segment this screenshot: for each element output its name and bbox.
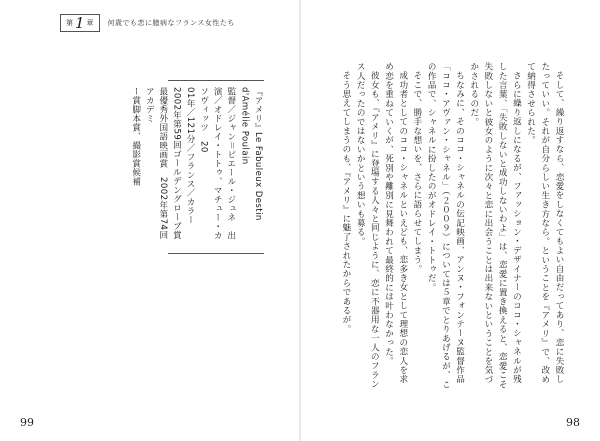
credit-line: 01年／121分／フランス／カラー xyxy=(185,87,196,225)
running-header xyxy=(60,14,580,32)
body-paragraph: さらに繰り返しになるが、ファッション・デザイナーのココ・シャネルが残した言葉、「失敗しないと成功しないわよ」は、恋愛に置き換えると、恋愛こそ失敗しないと彼女のように次々と恋に出会うことは出来ないということを気づかされるのだ。 xyxy=(468,62,522,389)
chapter-number: 1 xyxy=(75,14,85,32)
right-page xyxy=(301,0,600,441)
credit-line: 2002年第59回ゴールデングローブ賞最優秀外国語映画賞 2002年第74回アカデミ xyxy=(144,87,182,240)
credit-line: ー賞脚本賞、撮影賞候補 xyxy=(130,87,141,186)
body-paragraph: 成功者としてのココ・シャネルといえども、恋多き女として理想の恋人を求め恋を重ねていくが、死別や離別に見舞われて最終的には叶わなかった。 xyxy=(383,62,408,384)
credit-line: 監督／ジャン＝ピエール・ジュネ 出演／オドレイ・トトゥ、マチュー・カソヴィッツ 20 xyxy=(198,87,236,240)
film-credit-box xyxy=(130,80,264,254)
chapter-title: 何歳でも恋に臆病なフランス女性たち xyxy=(107,19,235,27)
body-paragraph: ちなみに、そのココ・シャネルの伝記映画、アンヌ・フォンテーヌ監督作品「ココ・アヴァン・シャネル」（２００９）については５章でとりあげるが、この作品で、シャネルに扮したのがオドレイ・トトゥだ。 xyxy=(426,62,465,389)
left-page xyxy=(0,0,299,441)
body-paragraph: そこで、勝手な想いを、さらに語らせてしまう。 xyxy=(411,70,422,273)
chapter-suffix: 章 xyxy=(86,19,94,27)
credit-line: 『アメリ』Le Fabuleux Destin d'Amélie Poulain xyxy=(239,87,263,221)
body-paragraph: 彼女も、『アメリ』に登場する人々と同じように、恋に不器用な一人のフランス人だったのではないかという想いも募る。 xyxy=(355,62,380,389)
body-text xyxy=(340,62,566,392)
body-paragraph: そして、繰り返すなら、恋愛をしなくてもよい自由だってあり、恋に失敗したっていい。それが自分らしい生き方なら。ということを『アメリ』で、改めて納得させられた。 xyxy=(525,62,564,384)
body-paragraph: そう思えてしまうのも、『アメリ』に魅了されたからであるが。 xyxy=(340,70,351,334)
chapter-marker xyxy=(60,14,100,32)
page-number-left: 99 xyxy=(20,416,34,429)
page-number-right: 98 xyxy=(566,416,580,429)
chapter-prefix: 第 xyxy=(66,19,73,27)
